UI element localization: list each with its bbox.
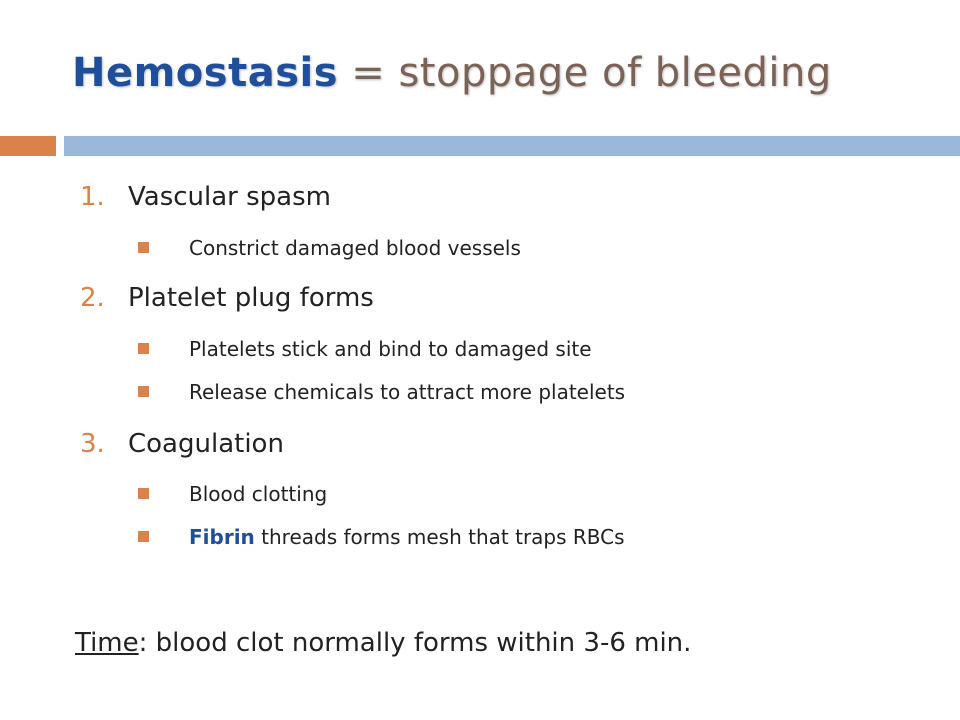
step-coagulation — [80, 429, 284, 459]
sub-item-label: Release chemicals to attract more platelets — [189, 380, 626, 404]
sub-item-label: threads forms mesh that traps RBCs — [254, 525, 625, 549]
sub-item-label: Platelets stick and bind to damaged site — [189, 337, 592, 361]
step-number: 2. — [80, 283, 105, 313]
time-text: : blood clot normally forms within 3-6 min. — [138, 628, 692, 658]
title-rest: = stoppage of bleeding — [338, 50, 832, 96]
sub-item-label: Constrict damaged blood vessels — [189, 236, 521, 260]
step-number: 1. — [80, 182, 105, 212]
square-bullet-icon — [138, 488, 149, 499]
sub-item — [138, 236, 521, 260]
square-bullet-icon — [138, 531, 149, 542]
sub-item-label: Blood clotting — [189, 482, 328, 506]
sub-item — [138, 482, 327, 506]
step-label: Platelet plug forms — [128, 283, 374, 313]
square-bullet-icon — [138, 242, 149, 253]
step-vascular-spasm — [80, 182, 331, 212]
time-note — [75, 628, 691, 658]
time-label: Time — [75, 628, 139, 658]
accent-bar-blue — [64, 136, 960, 156]
sub-item-fibrin — [138, 525, 625, 549]
accent-bar-orange — [0, 136, 56, 156]
square-bullet-icon — [138, 343, 149, 354]
fibrin-term: Fibrin — [189, 525, 255, 549]
slide-title — [72, 50, 832, 96]
step-label: Coagulation — [128, 429, 284, 459]
step-label: Vascular spasm — [128, 182, 331, 212]
step-platelet-plug — [80, 283, 374, 313]
title-highlight: Hemostasis — [72, 50, 339, 96]
square-bullet-icon — [138, 386, 149, 397]
sub-item — [138, 337, 592, 361]
step-number: 3. — [80, 429, 105, 459]
sub-item — [138, 380, 625, 404]
